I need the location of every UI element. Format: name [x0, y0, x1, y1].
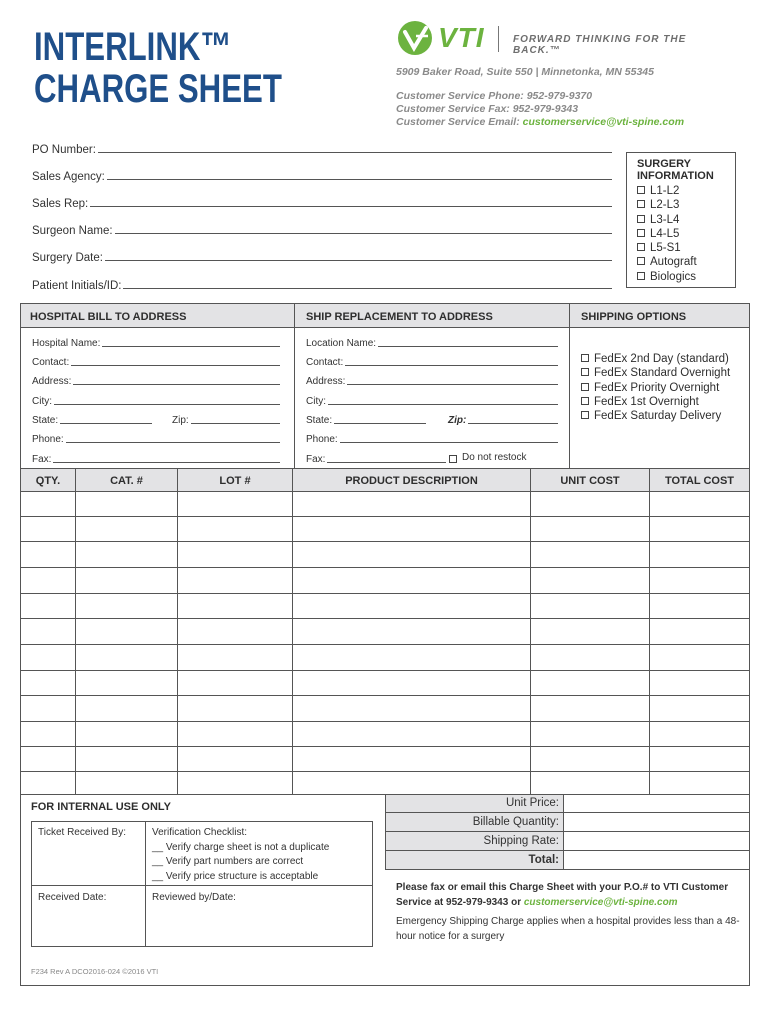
- lot-column-header: LOT #: [219, 475, 251, 487]
- do-not-restock-label: Do not restock: [462, 452, 527, 463]
- shipping-option-label: FedEx Priority Overnight: [594, 381, 720, 394]
- sales-agency-label: Sales Agency:: [32, 171, 105, 183]
- checkbox-icon[interactable]: [637, 186, 645, 194]
- billable-quantity-label: Billable Quantity:: [472, 816, 559, 828]
- checkbox-icon[interactable]: [581, 368, 589, 376]
- ship-zip-line[interactable]: [468, 423, 558, 424]
- totals-line: [385, 850, 750, 851]
- shipping-option-label: FedEx Standard Overnight: [594, 367, 731, 380]
- hospital-bill-to-header: HOSPITAL BILL TO ADDRESS: [30, 311, 187, 323]
- hospital-fax-line[interactable]: [53, 462, 280, 463]
- surgery-date-field[interactable]: [32, 248, 612, 264]
- location-name-line[interactable]: [378, 346, 558, 347]
- shipping-option[interactable]: [581, 395, 730, 409]
- verify-duplicate-item[interactable]: __ Verify charge sheet is not a duplicate: [152, 841, 330, 853]
- checkbox-icon[interactable]: [581, 397, 589, 405]
- surgery-heading-1: SURGERY: [637, 158, 691, 170]
- surgery-option-label: L3-L4: [650, 213, 680, 226]
- logo-divider: [498, 26, 499, 52]
- fax-note-email-link[interactable]: customerservice@vti-spine.com: [523, 897, 678, 908]
- shipping-option-label: FedEx 1st Overnight: [594, 395, 699, 408]
- ship-fax-line[interactable]: [327, 462, 446, 463]
- surgery-date-label: Surgery Date:: [32, 252, 103, 264]
- fax-email-note: [396, 880, 746, 910]
- shipping-option[interactable]: [581, 381, 730, 395]
- checkbox-icon[interactable]: [581, 354, 589, 362]
- ship-city-line[interactable]: [328, 404, 558, 405]
- hospital-state-field[interactable]: [32, 412, 152, 426]
- shipping-option[interactable]: [581, 352, 730, 366]
- surgery-option[interactable]: [637, 227, 735, 241]
- verify-price-item[interactable]: __ Verify price structure is acceptable: [152, 870, 319, 882]
- document-title: [34, 26, 282, 110]
- po-number-line[interactable]: [98, 152, 612, 153]
- customer-service-email: [396, 116, 684, 128]
- logo-text: VTI: [438, 22, 485, 53]
- hospital-phone-label: Phone:: [32, 434, 64, 445]
- surgery-option-label: L1-L2: [650, 185, 680, 197]
- ship-address-line[interactable]: [347, 384, 558, 385]
- fax-note-text: Please fax or email this Charge Sheet with your P.O.# to VTI Customer Service at 952-979-9343 or: [396, 882, 729, 908]
- surgery-option[interactable]: [637, 241, 735, 255]
- table-row[interactable]: [21, 695, 749, 696]
- hospital-state-label: State:: [32, 415, 59, 426]
- table-row[interactable]: [21, 618, 749, 619]
- unit-price-label: Unit Price:: [505, 797, 559, 809]
- received-date-label: Received Date:: [38, 892, 107, 903]
- verify-part-numbers-item[interactable]: __ Verify part numbers are correct: [152, 856, 304, 867]
- total-label: Total:: [528, 854, 559, 866]
- hospital-state-line[interactable]: [60, 423, 152, 424]
- hospital-name-field[interactable]: [32, 335, 280, 349]
- checkbox-icon[interactable]: [637, 243, 645, 251]
- sales-rep-label: Sales Rep:: [32, 198, 89, 210]
- surgery-option-label: Biologics: [650, 270, 697, 283]
- table-row[interactable]: [21, 644, 749, 645]
- ship-phone-line[interactable]: [340, 442, 558, 443]
- surgery-option-label: L2-L3: [650, 199, 680, 212]
- patient-id-line[interactable]: [123, 288, 612, 289]
- ship-fax-label: Fax:: [306, 454, 326, 465]
- unit-cost-column-header: UNIT COST: [560, 475, 620, 487]
- checkbox-icon[interactable]: [581, 411, 589, 419]
- po-number-field[interactable]: [32, 140, 612, 156]
- email-label: Customer Service Email:: [396, 116, 523, 128]
- table-row[interactable]: [21, 721, 749, 722]
- ship-replacement-header: SHIP REPLACEMENT TO ADDRESS: [306, 311, 493, 323]
- hospital-address-label: Address:: [32, 376, 72, 387]
- shipping-option-label: FedEx 2nd Day (standard): [594, 353, 729, 365]
- shipping-options-header: SHIPPING OPTIONS: [581, 311, 687, 323]
- ship-fax-field[interactable]: [306, 451, 446, 465]
- ship-contact-line[interactable]: [345, 365, 558, 366]
- sales-rep-field[interactable]: [32, 194, 612, 210]
- hospital-address-line[interactable]: [73, 384, 280, 385]
- surgery-option[interactable]: [637, 184, 735, 198]
- surgery-option[interactable]: [637, 198, 735, 212]
- ship-address-field[interactable]: [306, 373, 558, 387]
- surgery-heading-2: INFORMATION: [637, 170, 714, 182]
- cat-column-header: CAT. #: [110, 475, 143, 487]
- ship-zip-field[interactable]: [448, 412, 558, 426]
- surgery-option-label: L5-S1: [650, 242, 681, 255]
- internal-use-title: FOR INTERNAL USE ONLY: [31, 801, 171, 813]
- surgery-option[interactable]: [637, 255, 735, 269]
- description-column-header: PRODUCT DESCRIPTION: [345, 475, 478, 487]
- surgeon-name-line[interactable]: [115, 233, 612, 234]
- hospital-address-field[interactable]: [32, 373, 280, 387]
- hospital-zip-label: Zip:: [172, 415, 189, 426]
- po-number-label: PO Number:: [32, 144, 96, 156]
- table-row[interactable]: [21, 771, 749, 772]
- title-line-2: CHARGE SHEET: [34, 67, 282, 111]
- checkbox-icon[interactable]: [637, 272, 645, 280]
- surgeon-name-label: Surgeon Name:: [32, 225, 113, 237]
- patient-id-field[interactable]: [32, 276, 612, 292]
- ship-contact-label: Contact:: [306, 357, 344, 368]
- total-cost-column-header: TOTAL COST: [664, 475, 735, 487]
- table-row[interactable]: [21, 670, 749, 671]
- internal-divider: [145, 821, 146, 947]
- table-row[interactable]: [21, 593, 749, 594]
- shipping-option[interactable]: [581, 366, 730, 380]
- shipping-options-list: [581, 352, 730, 423]
- sales-rep-line[interactable]: [90, 206, 612, 207]
- internal-divider: [31, 885, 373, 886]
- hospital-phone-line[interactable]: [66, 442, 280, 443]
- checkbox-icon[interactable]: [449, 455, 457, 463]
- surgery-date-line[interactable]: [105, 260, 612, 261]
- totals-line: [385, 831, 750, 832]
- hospital-contact-line[interactable]: [71, 365, 280, 366]
- ship-phone-label: Phone:: [306, 434, 338, 445]
- ship-contact-field[interactable]: [306, 354, 558, 368]
- surgery-option[interactable]: [637, 213, 735, 227]
- hospital-fax-label: Fax:: [32, 454, 52, 465]
- verification-checklist: [152, 826, 329, 884]
- surgery-option-label: L4-L5: [650, 227, 680, 240]
- hospital-city-label: City:: [32, 396, 52, 407]
- qty-column-header: QTY.: [35, 475, 61, 487]
- table-row[interactable]: [21, 746, 749, 747]
- vti-leaf-icon: [396, 18, 436, 58]
- checkbox-icon[interactable]: [637, 215, 645, 223]
- ship-state-label: State:: [306, 415, 333, 426]
- sales-agency-field[interactable]: [32, 167, 612, 183]
- company-address: 5909 Baker Road, Suite 550 | Minnetonka, MN 55345: [396, 66, 654, 78]
- shipping-option[interactable]: [581, 409, 730, 423]
- table-row[interactable]: [21, 516, 749, 517]
- patient-id-label: Patient Initials/ID:: [32, 280, 122, 292]
- hospital-contact-field[interactable]: [32, 354, 280, 368]
- sales-agency-line[interactable]: [107, 179, 612, 180]
- location-name-field[interactable]: [306, 335, 558, 349]
- ship-state-line[interactable]: [334, 423, 426, 424]
- hospital-city-field[interactable]: [32, 393, 280, 407]
- emergency-shipping-note: Emergency Shipping Charge applies when a hospital provides less than a 48-hour notice for a surgery: [396, 916, 740, 942]
- ship-zip-label: Zip:: [448, 415, 467, 426]
- customer-service-fax: Customer Service Fax: 952-979-9343: [396, 103, 579, 115]
- hospital-name-line[interactable]: [102, 346, 280, 347]
- ship-phone-field[interactable]: [306, 431, 558, 445]
- checkbox-icon[interactable]: [637, 200, 645, 208]
- customer-service-phone: Customer Service Phone: 952-979-9370: [396, 90, 593, 102]
- surgeon-name-field[interactable]: [32, 221, 612, 237]
- hospital-name-label: Hospital Name:: [32, 338, 101, 349]
- checkbox-icon[interactable]: [637, 257, 645, 265]
- surgery-information-box: [626, 152, 736, 288]
- location-name-label: Location Name:: [306, 338, 377, 349]
- address-divider-1: [294, 304, 295, 468]
- form-footer: F234 Rev A DCO2016-024 ©2016 VTI: [31, 967, 159, 976]
- title-line-1: INTERLINK™: [34, 25, 232, 69]
- checkbox-icon[interactable]: [637, 229, 645, 237]
- checkbox-icon[interactable]: [581, 383, 589, 391]
- ship-address-label: Address:: [306, 376, 346, 387]
- hospital-zip-field[interactable]: [172, 412, 280, 426]
- surgery-option[interactable]: [637, 270, 735, 284]
- totals-line: [385, 812, 750, 813]
- ship-city-field[interactable]: [306, 393, 558, 407]
- address-divider-2: [569, 304, 570, 468]
- do-not-restock-option[interactable]: [449, 449, 559, 463]
- shipping-rate-label: Shipping Rate:: [483, 835, 559, 847]
- ticket-received-label: Ticket Received By:: [38, 827, 126, 838]
- hospital-fax-field[interactable]: [32, 451, 280, 465]
- surgery-option-label: Autograft: [650, 256, 697, 269]
- hospital-zip-line[interactable]: [191, 423, 280, 424]
- hospital-city-line[interactable]: [54, 404, 280, 405]
- table-row[interactable]: [21, 541, 749, 542]
- ship-city-label: City:: [306, 396, 326, 407]
- totals-values-box: [563, 794, 750, 870]
- hospital-contact-label: Contact:: [32, 357, 70, 368]
- reviewed-by-label: Reviewed by/Date:: [152, 892, 236, 903]
- tagline: FORWARD THINKING FOR THE BACK.™: [513, 34, 687, 56]
- ship-state-field[interactable]: [306, 412, 426, 426]
- hospital-phone-field[interactable]: [32, 431, 280, 445]
- verification-title: Verification Checklist:: [152, 827, 248, 838]
- email-link[interactable]: customerservice@vti-spine.com: [522, 116, 685, 128]
- table-row[interactable]: [21, 567, 749, 568]
- vti-logo: [396, 18, 736, 58]
- shipping-option-label: FedEx Saturday Delivery: [594, 410, 722, 423]
